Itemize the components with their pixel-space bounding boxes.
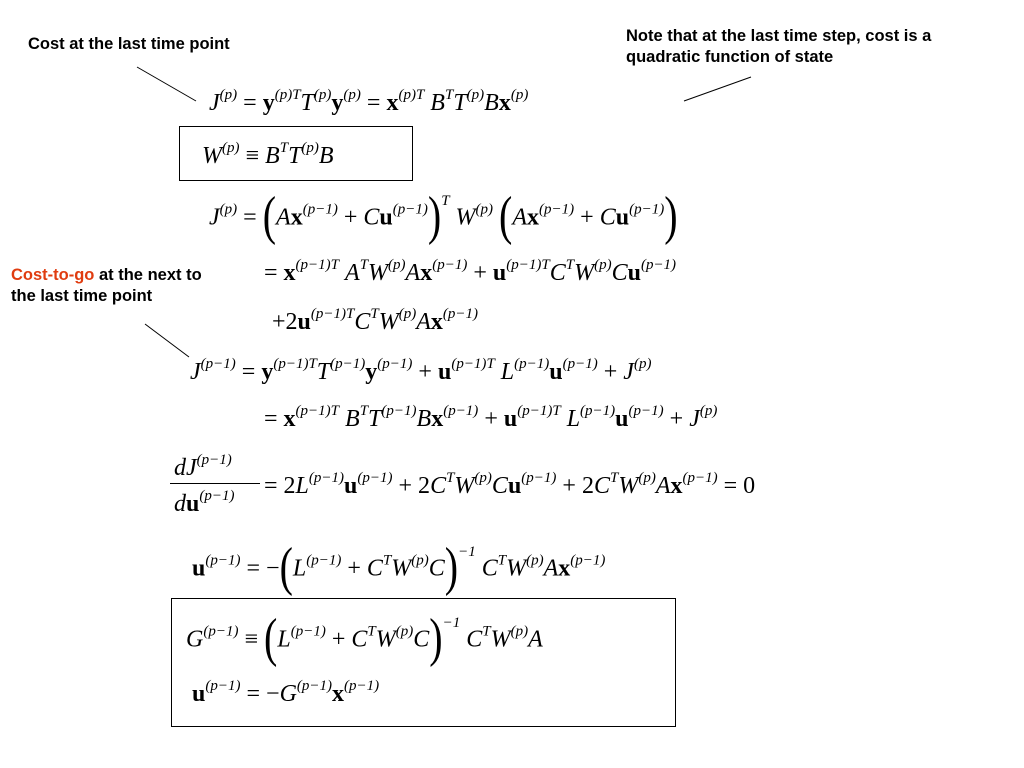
quadratic-note-label: Note that at the last time step, cost is a quadratic function of state	[626, 27, 932, 66]
equation-cost-cross-term: $+2u^{(p-1)T}C^TW^{(p)}Ax^{(p-1)}$	[272, 305, 479, 335]
equation-cost-to-go: $J^{(p-1)} = y^{(p-1)T}T^{(p-1)}y^{(p-1)} + u^{(p-1)T}$ $L^{(p-1)}u^{(p-1)} + J^{(p)}$	[190, 355, 652, 385]
derivative-rhs: = $2L^{(p-1)}u^{(p-1)} + 2C^TW^{(p)}Cu^{(p-1)} + 2C^TW^{(p)}Ax^{(p-1)} = 0$	[264, 469, 756, 499]
derivative-fraction: $dJ^{(p-1)}$ $du^{(p-1)}$	[170, 452, 260, 524]
cost-last-time-point-label: Cost at the last time point	[28, 35, 230, 53]
pointer-line-cost-last	[137, 67, 196, 101]
equation-w-definition: $W^{(p)} \equiv B^TT^{(p)}B$	[202, 139, 334, 169]
cost-to-go-highlight: Cost-to-go	[11, 266, 95, 284]
cost-to-go-rest: at the next to the last time point	[11, 266, 202, 305]
pointer-line-note	[684, 77, 751, 101]
equation-optimal-control: $u^{(p-1)} = -(L^{(p-1)} + C^TW^{(p)}C)^{-1}$ $C^TW^{(p)}Ax^{(p-1)}$	[192, 535, 606, 597]
equation-cost-quadratic: = $x^{(p-1)T}$ $A^TW^{(p)}Ax^{(p-1)} + u^{(p-1)T}C^TW^{(p)}Cu^{(p-1)}$	[264, 256, 677, 286]
equation-cost-to-go-state: = $x^{(p-1)T}$ $B^TT^{(p-1)}Bx^{(p-1)} + u^{(p-1)T}$ $L^{(p-1)}u^{(p-1)} + J^{(p)}$	[264, 402, 718, 432]
equation-feedback-law: $u^{(p-1)} = -G^{(p-1)}x^{(p-1)}$	[192, 677, 380, 707]
pointer-line-cost-to-go	[145, 324, 189, 357]
gain-definition-box	[171, 598, 676, 727]
equation-cost-expanded: $J^{(p)} = (Ax^{(p-1)} + Cu^{(p-1)})^T$ $W^{(p)}$ $(Ax^{(p-1)} + Cu^{(p-1)})$	[209, 184, 678, 246]
equation-cost-last-step: $J^{(p)} = y^{(p)T}T^{(p)}y^{(p)} = x^{(p)T}$ $B^TT^{(p)}Bx^{(p)}$	[209, 86, 529, 116]
equation-gain-definition: $G^{(p-1)} \equiv (L^{(p-1)} + C^TW^{(p)}C)^{-1}$ $C^TW^{(p)}A$	[186, 606, 543, 668]
